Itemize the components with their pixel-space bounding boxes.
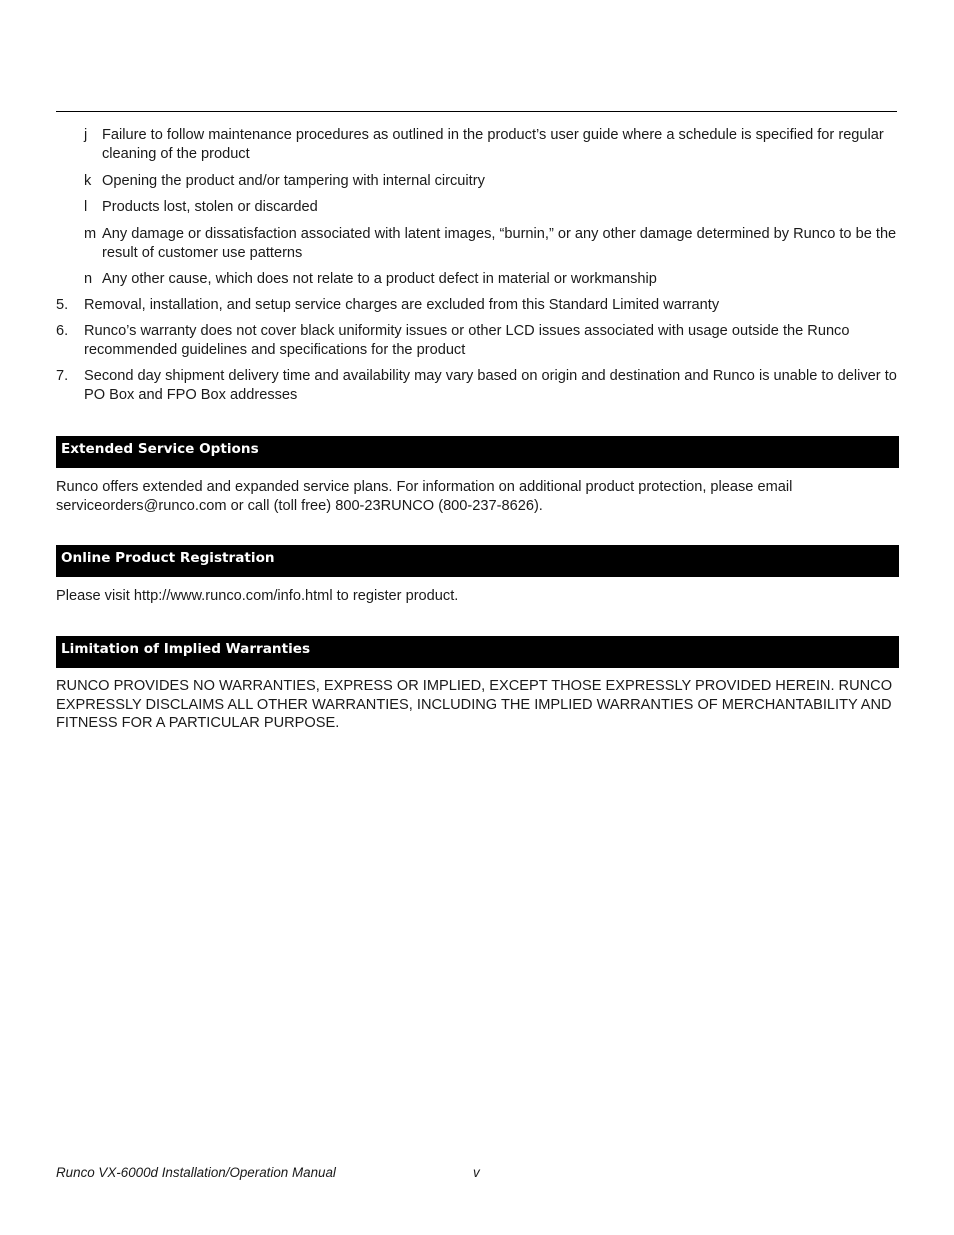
list-item-text: Second day shipment delivery time and availability may vary based on origin and destination and Runco is unable to deliver to PO Box and FPO Box addresses xyxy=(84,368,897,403)
list-item xyxy=(84,126,899,164)
list-item-text: Removal, installation, and setup service charges are excluded from this Standard Limited warranty xyxy=(84,297,720,313)
list-item xyxy=(84,198,899,217)
online-registration-paragraph: Please visit http://www.runco.com/info.html to register product. xyxy=(56,588,459,604)
limitation-warranties-paragraph: RUNCO PROVIDES NO WARRANTIES, EXPRESS OR IMPLIED, EXCEPT THOSE EXPRESSLY PROVIDED HEREIN. RUNCO EXPRESSLY DISCLAIMS ALL OTHER WARRANTIES, INCLUDING THE IMPLIED WARRANTIES OF MERCHANTABILITY AND FITNESS FOR A PARTICULAR PURPOSE. xyxy=(56,678,893,731)
list-item xyxy=(56,296,899,315)
list-marker: m xyxy=(84,225,97,242)
section-heading-online-registration: Online Product Registration xyxy=(56,545,899,577)
extended-service-paragraph: Runco offers extended and expanded service plans. For information on additional product protection, please email serviceorders@runco.com or call (toll free) 800-23RUNCO (800-237-8626). xyxy=(56,479,793,514)
list-marker: n xyxy=(84,271,93,287)
warranty-numbered-list xyxy=(56,296,899,412)
header-rule xyxy=(56,111,897,112)
list-number: 5. xyxy=(56,297,69,313)
list-number: 6. xyxy=(56,323,69,339)
footer-page-number: v xyxy=(473,1165,480,1180)
list-item xyxy=(84,270,899,289)
section-heading-extended-service: Extended Service Options xyxy=(56,436,899,468)
list-item xyxy=(56,322,899,360)
list-marker: l xyxy=(84,199,88,215)
list-item-text: Products lost, stolen or discarded xyxy=(102,199,318,215)
list-item-text: Runco’s warranty does not cover black uniformity issues or other LCD issues associated with usage outside the Runco recommended guidelines and specifications for the product xyxy=(84,323,850,358)
list-item-text: Any damage or dissatisfaction associated with latent images, “burnin,” or any other damage determined by Runco to be the result of customer use patterns xyxy=(102,225,897,261)
list-item xyxy=(56,367,899,405)
exclusions-sublist xyxy=(84,126,899,297)
list-marker: j xyxy=(84,127,88,143)
section-heading-limitation-warranties: Limitation of Implied Warranties xyxy=(56,636,899,668)
list-number: 7. xyxy=(56,368,69,384)
list-item-text: Opening the product and/or tampering with internal circuitry xyxy=(102,172,485,189)
list-item-text: Any other cause, which does not relate to a product defect in material or workmanship xyxy=(102,271,657,287)
list-item xyxy=(84,225,899,263)
list-item-text: Failure to follow maintenance procedures as outlined in the product’s user guide where a schedule is specified for regular cleaning of the product xyxy=(102,127,884,162)
list-marker: k xyxy=(84,172,92,189)
list-item xyxy=(84,172,899,191)
footer-manual-title: Runco VX-6000d Installation/Operation Manual xyxy=(56,1165,336,1180)
